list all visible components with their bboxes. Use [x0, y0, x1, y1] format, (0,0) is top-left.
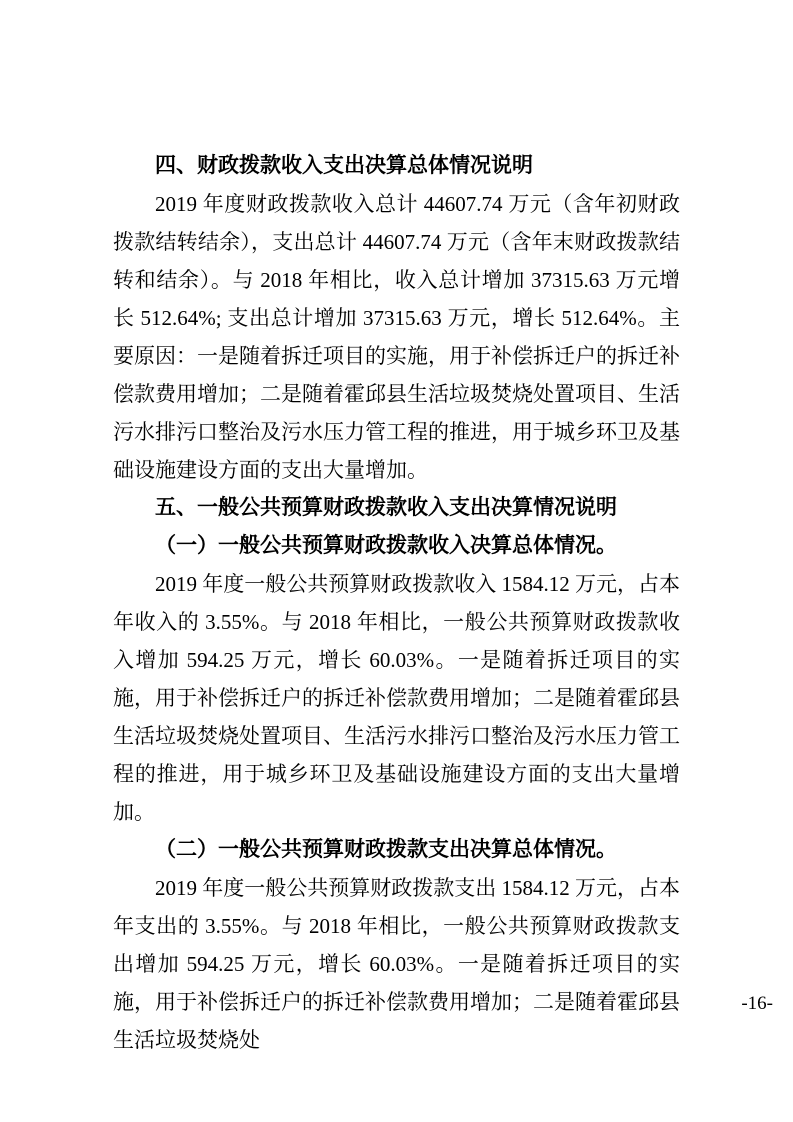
paragraph-general-budget-expenditure: 2019 年度一般公共预算财政拨款支出 1584.12 万元，占本年支出的 3.55%。与 2018 年相比，一般公共预算财政拨款支出增加 594.25 万元，增长 60.03%。一是随着拆迁项目的实施，用于补偿拆迁户的拆迁补偿款费用增加；二是随着霍邱县生活垃圾焚烧处 — [113, 876, 680, 1052]
page-number: -16- — [741, 993, 773, 1014]
paragraph-fiscal-appropriation-totals: 2019 年度财政拨款收入总计 44607.74 万元（含年初财政拨款结转结余），支出总计 44607.74 万元（含年末财政拨款结转和结余）。与 2018 年相比，收入总计增加 37315.63 万元增长 512.64%; 支出总计增加 37315.63 万元，增长 512.64%。主要原因：一是随着拆迁项目的实施，用于补偿拆迁户的拆迁补偿款费用增加；二是随着霍邱县生活垃圾焚烧处置项目、生活污水排污口整治及污水压力管工程的推进，用于城乡环卫及基础设施建设方面的支出大量增加。 — [113, 192, 680, 482]
heading-subsection-one-income-overview: （一）一般公共预算财政拨款收入决算总体情况。 — [155, 534, 617, 557]
heading-subsection-two-expenditure-overview: （二）一般公共预算财政拨款支出决算总体情况。 — [155, 838, 617, 861]
heading-section-four-fiscal-appropriation-overview: 四、财政拨款收入支出决算总体情况说明 — [155, 154, 533, 177]
paragraph-general-budget-income: 2019 年度一般公共预算财政拨款收入 1584.12 万元，占本年收入的 3.55%。与 2018 年相比，一般公共预算财政拨款收入增加 594.25 万元，增长 60.03%。一是随着拆迁项目的实施，用于补偿拆迁户的拆迁补偿款费用增加；二是随着霍邱县生活垃圾焚烧处置项目、生活污水排污口整治及污水压力管工程的推进，用于城乡环卫及基础设施建设方面的支出大量增加。 — [113, 572, 680, 824]
heading-section-five-general-public-budget: 五、一般公共预算财政拨款收入支出决算情况说明 — [155, 496, 617, 519]
document-body — [113, 147, 680, 1059]
